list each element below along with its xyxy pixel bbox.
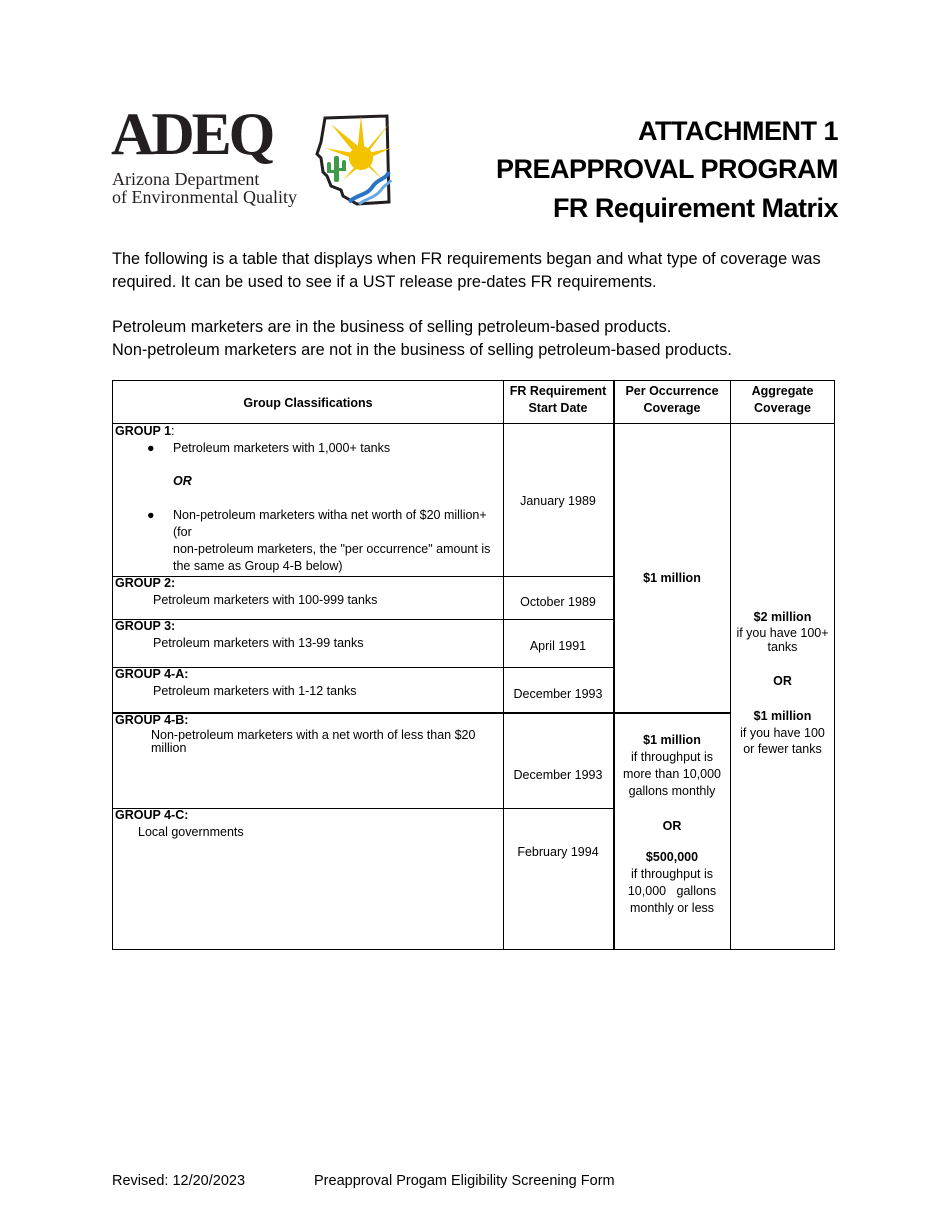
group-1-colon: :: [171, 424, 175, 438]
group-3-cell: [115, 618, 503, 652]
aggregate-cond-2-line2: or fewer tanks: [743, 742, 822, 756]
adeq-logo: [111, 101, 391, 208]
group-2-name: GROUP 2:: [115, 576, 176, 590]
program-title: PREAPPROVAL PROGRAM: [495, 154, 838, 184]
header-start-date-line2: Start Date: [528, 401, 588, 415]
group-4a-name: GROUP 4-A:: [115, 667, 189, 681]
group-2-desc: Petroleum marketers with 100-999 tanks: [153, 593, 378, 607]
group-2-cell: [115, 575, 503, 609]
bullet-icon: ●: [147, 441, 155, 455]
header-per-occurrence-line2: Coverage: [643, 401, 701, 415]
logo-wordmark: ADEQ: [111, 101, 273, 167]
group-4c-name: GROUP 4-C:: [115, 808, 189, 822]
header-per-occurrence: [614, 383, 730, 417]
group-4b-name: GROUP 4-B:: [115, 713, 189, 727]
aggregate-coverage: [730, 609, 835, 757]
header-per-occurrence-line1: Per Occurrence: [625, 384, 719, 398]
group-3-date: April 1991: [529, 639, 587, 653]
header-start-date-line1: FR Requirement: [509, 384, 607, 398]
form-name: Preapproval Progam Eligibility Screening Form: [314, 1173, 615, 1189]
revised-date: Revised: 12/20/2023: [112, 1173, 246, 1189]
group-4b-desc-line1: Non-petroleum marketers with a net worth of less than $20: [151, 728, 476, 742]
header-aggregate-line1: Aggregate: [751, 384, 814, 398]
non-petroleum-definition: Non-petroleum marketers are not in the business of selling petroleum-based products.: [112, 341, 732, 359]
aggregate-cond-1-line2: tanks: [767, 640, 798, 654]
group-4b-cell: [115, 712, 503, 755]
header-group-classifications: Group Classifications: [243, 396, 373, 410]
group-4c-desc: Local governments: [138, 825, 244, 839]
logo-line-1: Arizona Department: [112, 169, 260, 189]
per-occurrence-cond-1-line1: if throughput is: [631, 750, 713, 764]
group-4b-desc-line2: million: [151, 741, 187, 755]
group-1-item-2-line2: (for: [173, 525, 192, 539]
arizona-sun-icon: [313, 110, 393, 206]
per-occurrence-1-million: $1 million: [643, 571, 701, 585]
group-1-date: January 1989: [520, 494, 596, 508]
group-4c-date: February 1994: [517, 845, 599, 859]
per-occurrence-cond-2-line3: monthly or less: [629, 901, 715, 915]
group-4a-desc: Petroleum marketers with 1-12 tanks: [153, 684, 357, 698]
group-1-item-1: Petroleum marketers with 1,000+ tanks: [173, 441, 391, 455]
group-3-name: GROUP 3:: [115, 619, 176, 633]
attachment-title: ATTACHMENT 1: [638, 116, 838, 146]
aggregate-cond-1-line1: if you have 100+: [736, 626, 829, 640]
header-aggregate: [730, 383, 835, 417]
per-occurrence-cond-2-line2: 10,000 gallons: [627, 884, 717, 898]
group-4a-date: December 1993: [513, 687, 603, 701]
per-occurrence-or: OR: [662, 819, 682, 833]
per-occurrence-cond-1-line3: gallons monthly: [628, 784, 716, 798]
group-1-cell: [115, 423, 503, 575]
header-aggregate-line2: Coverage: [754, 401, 811, 415]
per-occurrence-amount-1: $1 million: [643, 733, 701, 747]
matrix-title: FR Requirement Matrix: [552, 193, 838, 223]
petroleum-definition: Petroleum marketers are in the business of selling petroleum-based products.: [112, 318, 672, 336]
aggregate-amount-1: $2 million: [753, 610, 812, 624]
aggregate-cond-2-line1: if you have 100: [740, 726, 825, 740]
per-occurrence-throughput: [614, 732, 730, 917]
aggregate-amount-2: $1 million: [753, 709, 812, 723]
bullet-icon: ●: [147, 508, 155, 522]
logo-line-2: of Environmental Quality: [112, 187, 297, 207]
per-occurrence-cond-2-line1: if throughput is: [631, 867, 713, 881]
marketer-definitions: [112, 316, 832, 362]
group-1-item-2-line4: the same as Group 4-B below): [173, 559, 343, 573]
group-1-or: OR: [173, 474, 192, 488]
per-occurrence-cond-1-line2: more than 10,000: [623, 767, 721, 781]
group-4c-cell: [115, 807, 503, 841]
header-start-date: [503, 383, 613, 417]
group-1-name: GROUP 1: [115, 424, 172, 438]
column-divider: [503, 381, 504, 949]
group-3-desc: Petroleum marketers with 13-99 tanks: [153, 636, 364, 650]
aggregate-or: OR: [773, 674, 792, 688]
group-4a-cell: [115, 666, 503, 700]
fr-requirement-table: [112, 380, 835, 950]
group-2-date: October 1989: [520, 595, 596, 609]
intro-paragraph: The following is a table that displays when FR requirements began and what type of coverage was required. It can be used to see if a UST release pre-dates FR requirements.: [112, 250, 821, 291]
per-occurrence-amount-2: $500,000: [645, 850, 699, 864]
group-1-item-2-line3: non-petroleum marketers, the "per occurrence" amount is: [173, 542, 491, 556]
group-1-item-2-line1: Non-petroleum marketers witha net worth of $20 million+: [173, 508, 487, 522]
group-4b-date: December 1993: [513, 768, 603, 782]
